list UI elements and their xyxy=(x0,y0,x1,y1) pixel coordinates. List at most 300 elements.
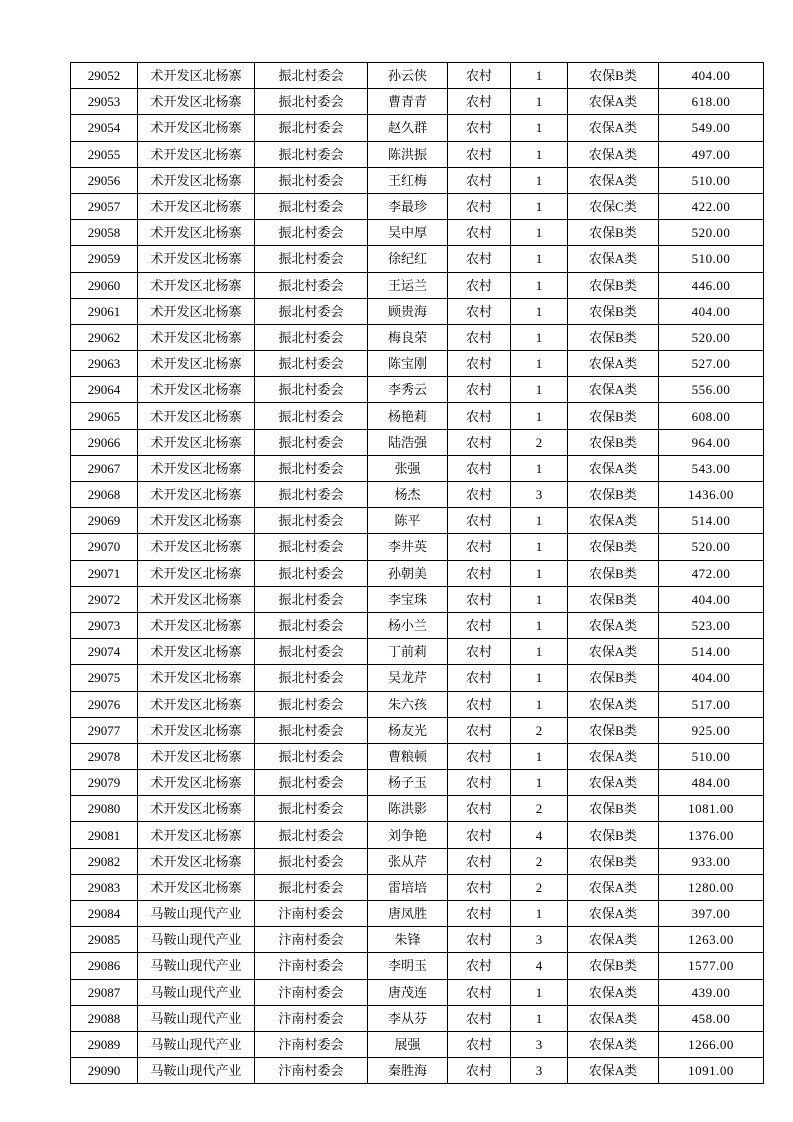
cell-amount: 446.00 xyxy=(659,272,764,298)
cell-category: 农保B类 xyxy=(568,560,659,586)
cell-id: 29071 xyxy=(71,560,138,586)
cell-category: 农保A类 xyxy=(568,141,659,167)
cell-amount: 1376.00 xyxy=(659,822,764,848)
cell-name: 雷培培 xyxy=(368,874,448,900)
cell-amount: 517.00 xyxy=(659,691,764,717)
cell-village: 振北村委会 xyxy=(255,246,368,272)
table-row xyxy=(71,167,764,193)
cell-area: 术开发区北杨寨 xyxy=(138,822,255,848)
cell-count: 2 xyxy=(511,717,568,743)
cell-count: 2 xyxy=(511,429,568,455)
table-row xyxy=(71,220,764,246)
cell-area: 术开发区北杨寨 xyxy=(138,560,255,586)
cell-name: 赵久群 xyxy=(368,115,448,141)
cell-amount: 618.00 xyxy=(659,89,764,115)
cell-area: 术开发区北杨寨 xyxy=(138,665,255,691)
cell-count: 1 xyxy=(511,455,568,481)
cell-name: 李最珍 xyxy=(368,193,448,219)
table-row xyxy=(71,246,764,272)
cell-area: 术开发区北杨寨 xyxy=(138,63,255,89)
cell-id: 29090 xyxy=(71,1058,138,1084)
cell-id: 29088 xyxy=(71,1005,138,1031)
table-row xyxy=(71,953,764,979)
cell-id: 29076 xyxy=(71,691,138,717)
table-row xyxy=(71,482,764,508)
cell-area: 术开发区北杨寨 xyxy=(138,508,255,534)
cell-name: 李明玉 xyxy=(368,953,448,979)
table-row xyxy=(71,429,764,455)
cell-category: 农保A类 xyxy=(568,1058,659,1084)
cell-id: 29056 xyxy=(71,167,138,193)
table-row xyxy=(71,377,764,403)
cell-amount: 1081.00 xyxy=(659,796,764,822)
cell-village: 振北村委会 xyxy=(255,586,368,612)
cell-category: 农保B类 xyxy=(568,403,659,429)
cell-name: 王红梅 xyxy=(368,167,448,193)
cell-category: 农保B类 xyxy=(568,63,659,89)
cell-type: 农村 xyxy=(448,455,511,481)
cell-type: 农村 xyxy=(448,298,511,324)
cell-type: 农村 xyxy=(448,115,511,141)
cell-type: 农村 xyxy=(448,534,511,560)
cell-village: 汴南村委会 xyxy=(255,1031,368,1057)
cell-category: 农保A类 xyxy=(568,167,659,193)
cell-category: 农保A类 xyxy=(568,901,659,927)
cell-area: 术开发区北杨寨 xyxy=(138,220,255,246)
cell-amount: 608.00 xyxy=(659,403,764,429)
cell-type: 农村 xyxy=(448,272,511,298)
cell-id: 29060 xyxy=(71,272,138,298)
cell-village: 振北村委会 xyxy=(255,455,368,481)
table-row xyxy=(71,901,764,927)
table-row xyxy=(71,796,764,822)
cell-area: 马鞍山现代产业 xyxy=(138,1058,255,1084)
table-row xyxy=(71,63,764,89)
cell-category: 农保A类 xyxy=(568,1031,659,1057)
cell-name: 徐纪红 xyxy=(368,246,448,272)
cell-amount: 397.00 xyxy=(659,901,764,927)
cell-id: 29078 xyxy=(71,743,138,769)
cell-name: 李宝珠 xyxy=(368,586,448,612)
cell-amount: 520.00 xyxy=(659,534,764,560)
cell-id: 29082 xyxy=(71,848,138,874)
cell-village: 汴南村委会 xyxy=(255,1005,368,1031)
cell-type: 农村 xyxy=(448,482,511,508)
cell-amount: 404.00 xyxy=(659,298,764,324)
cell-category: 农保A类 xyxy=(568,874,659,900)
cell-amount: 1280.00 xyxy=(659,874,764,900)
cell-village: 振北村委会 xyxy=(255,534,368,560)
cell-category: 农保B类 xyxy=(568,586,659,612)
cell-area: 术开发区北杨寨 xyxy=(138,770,255,796)
table-row xyxy=(71,1005,764,1031)
cell-count: 1 xyxy=(511,167,568,193)
cell-id: 29080 xyxy=(71,796,138,822)
table-row xyxy=(71,298,764,324)
cell-category: 农保B类 xyxy=(568,796,659,822)
cell-amount: 510.00 xyxy=(659,743,764,769)
cell-amount: 549.00 xyxy=(659,115,764,141)
cell-category: 农保B类 xyxy=(568,298,659,324)
table-row xyxy=(71,560,764,586)
cell-amount: 484.00 xyxy=(659,770,764,796)
cell-amount: 514.00 xyxy=(659,508,764,534)
cell-village: 振北村委会 xyxy=(255,272,368,298)
cell-category: 农保B类 xyxy=(568,220,659,246)
cell-village: 振北村委会 xyxy=(255,508,368,534)
cell-village: 振北村委会 xyxy=(255,324,368,350)
cell-type: 农村 xyxy=(448,639,511,665)
cell-id: 29055 xyxy=(71,141,138,167)
cell-area: 术开发区北杨寨 xyxy=(138,717,255,743)
cell-area: 术开发区北杨寨 xyxy=(138,193,255,219)
cell-count: 3 xyxy=(511,1031,568,1057)
cell-name: 梅良荣 xyxy=(368,324,448,350)
cell-name: 杨杰 xyxy=(368,482,448,508)
cell-village: 振北村委会 xyxy=(255,822,368,848)
cell-count: 1 xyxy=(511,691,568,717)
cell-area: 术开发区北杨寨 xyxy=(138,298,255,324)
cell-amount: 1436.00 xyxy=(659,482,764,508)
cell-category: 农保A类 xyxy=(568,691,659,717)
cell-type: 农村 xyxy=(448,665,511,691)
cell-name: 王运兰 xyxy=(368,272,448,298)
table-row xyxy=(71,89,764,115)
cell-type: 农村 xyxy=(448,246,511,272)
cell-count: 1 xyxy=(511,220,568,246)
cell-count: 4 xyxy=(511,953,568,979)
cell-name: 朱六孩 xyxy=(368,691,448,717)
cell-name: 曹青青 xyxy=(368,89,448,115)
cell-village: 振北村委会 xyxy=(255,115,368,141)
table-row xyxy=(71,324,764,350)
cell-amount: 404.00 xyxy=(659,63,764,89)
cell-village: 汴南村委会 xyxy=(255,1058,368,1084)
cell-type: 农村 xyxy=(448,901,511,927)
cell-name: 刘争艳 xyxy=(368,822,448,848)
cell-amount: 472.00 xyxy=(659,560,764,586)
cell-name: 朱锋 xyxy=(368,927,448,953)
cell-name: 孙朝美 xyxy=(368,560,448,586)
cell-id: 29054 xyxy=(71,115,138,141)
cell-count: 2 xyxy=(511,874,568,900)
cell-type: 农村 xyxy=(448,979,511,1005)
cell-category: 农保B类 xyxy=(568,822,659,848)
cell-amount: 964.00 xyxy=(659,429,764,455)
cell-category: 农保A类 xyxy=(568,979,659,1005)
cell-type: 农村 xyxy=(448,743,511,769)
cell-area: 术开发区北杨寨 xyxy=(138,272,255,298)
cell-category: 农保A类 xyxy=(568,743,659,769)
cell-count: 4 xyxy=(511,822,568,848)
cell-type: 农村 xyxy=(448,770,511,796)
cell-village: 汴南村委会 xyxy=(255,901,368,927)
cell-area: 术开发区北杨寨 xyxy=(138,141,255,167)
cell-name: 杨艳莉 xyxy=(368,403,448,429)
cell-count: 1 xyxy=(511,770,568,796)
table-row xyxy=(71,351,764,377)
cell-type: 农村 xyxy=(448,586,511,612)
cell-village: 振北村委会 xyxy=(255,193,368,219)
cell-village: 汴南村委会 xyxy=(255,927,368,953)
cell-name: 李从芬 xyxy=(368,1005,448,1031)
cell-category: 农保B类 xyxy=(568,534,659,560)
cell-village: 振北村委会 xyxy=(255,639,368,665)
cell-type: 农村 xyxy=(448,560,511,586)
table-row xyxy=(71,115,764,141)
table-row xyxy=(71,403,764,429)
cell-village: 振北村委会 xyxy=(255,743,368,769)
cell-count: 1 xyxy=(511,193,568,219)
cell-category: 农保B类 xyxy=(568,665,659,691)
cell-id: 29053 xyxy=(71,89,138,115)
cell-id: 29057 xyxy=(71,193,138,219)
cell-area: 术开发区北杨寨 xyxy=(138,848,255,874)
table-row xyxy=(71,717,764,743)
cell-category: 农保B类 xyxy=(568,482,659,508)
cell-village: 振北村委会 xyxy=(255,220,368,246)
cell-type: 农村 xyxy=(448,1058,511,1084)
cell-count: 1 xyxy=(511,377,568,403)
cell-area: 术开发区北杨寨 xyxy=(138,743,255,769)
cell-count: 3 xyxy=(511,1058,568,1084)
cell-id: 29063 xyxy=(71,351,138,377)
cell-type: 农村 xyxy=(448,324,511,350)
cell-name: 杨子玉 xyxy=(368,770,448,796)
cell-id: 29084 xyxy=(71,901,138,927)
cell-count: 1 xyxy=(511,115,568,141)
cell-type: 农村 xyxy=(448,220,511,246)
cell-area: 术开发区北杨寨 xyxy=(138,403,255,429)
cell-type: 农村 xyxy=(448,691,511,717)
cell-name: 曹粮顿 xyxy=(368,743,448,769)
cell-village: 振北村委会 xyxy=(255,874,368,900)
table-body xyxy=(71,63,764,1084)
cell-village: 振北村委会 xyxy=(255,848,368,874)
cell-village: 振北村委会 xyxy=(255,560,368,586)
cell-amount: 523.00 xyxy=(659,612,764,638)
cell-village: 汴南村委会 xyxy=(255,979,368,1005)
cell-name: 张强 xyxy=(368,455,448,481)
cell-amount: 497.00 xyxy=(659,141,764,167)
cell-count: 1 xyxy=(511,586,568,612)
cell-id: 29068 xyxy=(71,482,138,508)
cell-name: 陆浩强 xyxy=(368,429,448,455)
cell-count: 1 xyxy=(511,272,568,298)
table-row xyxy=(71,639,764,665)
cell-area: 马鞍山现代产业 xyxy=(138,953,255,979)
table-row xyxy=(71,272,764,298)
cell-village: 振北村委会 xyxy=(255,403,368,429)
cell-amount: 933.00 xyxy=(659,848,764,874)
table-row xyxy=(71,665,764,691)
cell-amount: 543.00 xyxy=(659,455,764,481)
cell-area: 马鞍山现代产业 xyxy=(138,927,255,953)
cell-id: 29064 xyxy=(71,377,138,403)
cell-amount: 1266.00 xyxy=(659,1031,764,1057)
cell-amount: 439.00 xyxy=(659,979,764,1005)
cell-name: 张从芹 xyxy=(368,848,448,874)
cell-type: 农村 xyxy=(448,796,511,822)
cell-amount: 1577.00 xyxy=(659,953,764,979)
cell-category: 农保B类 xyxy=(568,848,659,874)
cell-id: 29052 xyxy=(71,63,138,89)
table-row xyxy=(71,612,764,638)
cell-id: 29087 xyxy=(71,979,138,1005)
cell-count: 1 xyxy=(511,979,568,1005)
cell-type: 农村 xyxy=(448,508,511,534)
cell-area: 术开发区北杨寨 xyxy=(138,167,255,193)
cell-id: 29061 xyxy=(71,298,138,324)
cell-category: 农保B类 xyxy=(568,953,659,979)
cell-village: 振北村委会 xyxy=(255,796,368,822)
cell-type: 农村 xyxy=(448,167,511,193)
cell-count: 1 xyxy=(511,1005,568,1031)
cell-category: 农保A类 xyxy=(568,246,659,272)
cell-village: 振北村委会 xyxy=(255,89,368,115)
cell-name: 陈洪振 xyxy=(368,141,448,167)
cell-type: 农村 xyxy=(448,822,511,848)
cell-category: 农保B类 xyxy=(568,429,659,455)
cell-category: 农保A类 xyxy=(568,770,659,796)
cell-amount: 527.00 xyxy=(659,351,764,377)
cell-amount: 1091.00 xyxy=(659,1058,764,1084)
table-row xyxy=(71,770,764,796)
cell-count: 1 xyxy=(511,324,568,350)
cell-village: 汴南村委会 xyxy=(255,953,368,979)
cell-count: 1 xyxy=(511,743,568,769)
cell-name: 秦胜海 xyxy=(368,1058,448,1084)
cell-type: 农村 xyxy=(448,612,511,638)
cell-amount: 404.00 xyxy=(659,665,764,691)
cell-id: 29079 xyxy=(71,770,138,796)
table-row xyxy=(71,141,764,167)
cell-type: 农村 xyxy=(448,953,511,979)
cell-count: 1 xyxy=(511,901,568,927)
cell-count: 3 xyxy=(511,482,568,508)
cell-name: 孙云侠 xyxy=(368,63,448,89)
cell-type: 农村 xyxy=(448,63,511,89)
cell-type: 农村 xyxy=(448,429,511,455)
cell-count: 2 xyxy=(511,796,568,822)
cell-village: 振北村委会 xyxy=(255,482,368,508)
cell-name: 丁前莉 xyxy=(368,639,448,665)
cell-id: 29058 xyxy=(71,220,138,246)
cell-type: 农村 xyxy=(448,874,511,900)
cell-name: 顾贵海 xyxy=(368,298,448,324)
cell-category: 农保A类 xyxy=(568,508,659,534)
cell-count: 1 xyxy=(511,89,568,115)
cell-area: 马鞍山现代产业 xyxy=(138,901,255,927)
table-row xyxy=(71,927,764,953)
cell-id: 29074 xyxy=(71,639,138,665)
cell-area: 术开发区北杨寨 xyxy=(138,612,255,638)
cell-name: 陈宝刚 xyxy=(368,351,448,377)
cell-amount: 404.00 xyxy=(659,586,764,612)
cell-area: 术开发区北杨寨 xyxy=(138,586,255,612)
cell-type: 农村 xyxy=(448,1005,511,1031)
table-row xyxy=(71,822,764,848)
table-row xyxy=(71,455,764,481)
cell-id: 29086 xyxy=(71,953,138,979)
cell-area: 马鞍山现代产业 xyxy=(138,979,255,1005)
cell-count: 1 xyxy=(511,665,568,691)
cell-id: 29069 xyxy=(71,508,138,534)
cell-area: 术开发区北杨寨 xyxy=(138,534,255,560)
cell-category: 农保A类 xyxy=(568,612,659,638)
cell-id: 29072 xyxy=(71,586,138,612)
cell-category: 农保A类 xyxy=(568,455,659,481)
cell-id: 29075 xyxy=(71,665,138,691)
cell-type: 农村 xyxy=(448,1031,511,1057)
cell-id: 29089 xyxy=(71,1031,138,1057)
cell-id: 29067 xyxy=(71,455,138,481)
cell-type: 农村 xyxy=(448,403,511,429)
beneficiary-table xyxy=(70,62,764,1084)
cell-village: 振北村委会 xyxy=(255,351,368,377)
table-row xyxy=(71,1031,764,1057)
cell-village: 振北村委会 xyxy=(255,63,368,89)
cell-village: 振北村委会 xyxy=(255,141,368,167)
cell-category: 农保A类 xyxy=(568,639,659,665)
cell-name: 杨友光 xyxy=(368,717,448,743)
table-row xyxy=(71,586,764,612)
cell-amount: 514.00 xyxy=(659,639,764,665)
cell-count: 1 xyxy=(511,612,568,638)
cell-area: 术开发区北杨寨 xyxy=(138,639,255,665)
cell-name: 李秀云 xyxy=(368,377,448,403)
cell-name: 吴中厚 xyxy=(368,220,448,246)
table-row xyxy=(71,193,764,219)
cell-area: 术开发区北杨寨 xyxy=(138,377,255,403)
cell-count: 1 xyxy=(511,141,568,167)
cell-count: 2 xyxy=(511,848,568,874)
cell-category: 农保A类 xyxy=(568,377,659,403)
cell-village: 振北村委会 xyxy=(255,298,368,324)
cell-count: 1 xyxy=(511,351,568,377)
cell-count: 1 xyxy=(511,639,568,665)
cell-village: 振北村委会 xyxy=(255,717,368,743)
cell-type: 农村 xyxy=(448,927,511,953)
cell-name: 唐茂连 xyxy=(368,979,448,1005)
cell-village: 振北村委会 xyxy=(255,612,368,638)
cell-id: 29066 xyxy=(71,429,138,455)
table-row xyxy=(71,979,764,1005)
table-row xyxy=(71,848,764,874)
cell-id: 29062 xyxy=(71,324,138,350)
cell-category: 农保A类 xyxy=(568,351,659,377)
cell-name: 陈洪影 xyxy=(368,796,448,822)
cell-count: 1 xyxy=(511,403,568,429)
cell-amount: 556.00 xyxy=(659,377,764,403)
cell-name: 吴龙芹 xyxy=(368,665,448,691)
cell-count: 1 xyxy=(511,246,568,272)
cell-type: 农村 xyxy=(448,193,511,219)
cell-id: 29081 xyxy=(71,822,138,848)
table-row xyxy=(71,743,764,769)
cell-name: 杨小兰 xyxy=(368,612,448,638)
cell-category: 农保B类 xyxy=(568,717,659,743)
cell-village: 振北村委会 xyxy=(255,167,368,193)
cell-count: 1 xyxy=(511,534,568,560)
cell-id: 29073 xyxy=(71,612,138,638)
cell-amount: 1263.00 xyxy=(659,927,764,953)
cell-id: 29085 xyxy=(71,927,138,953)
cell-amount: 458.00 xyxy=(659,1005,764,1031)
cell-area: 术开发区北杨寨 xyxy=(138,796,255,822)
cell-type: 农村 xyxy=(448,717,511,743)
table-row xyxy=(71,534,764,560)
